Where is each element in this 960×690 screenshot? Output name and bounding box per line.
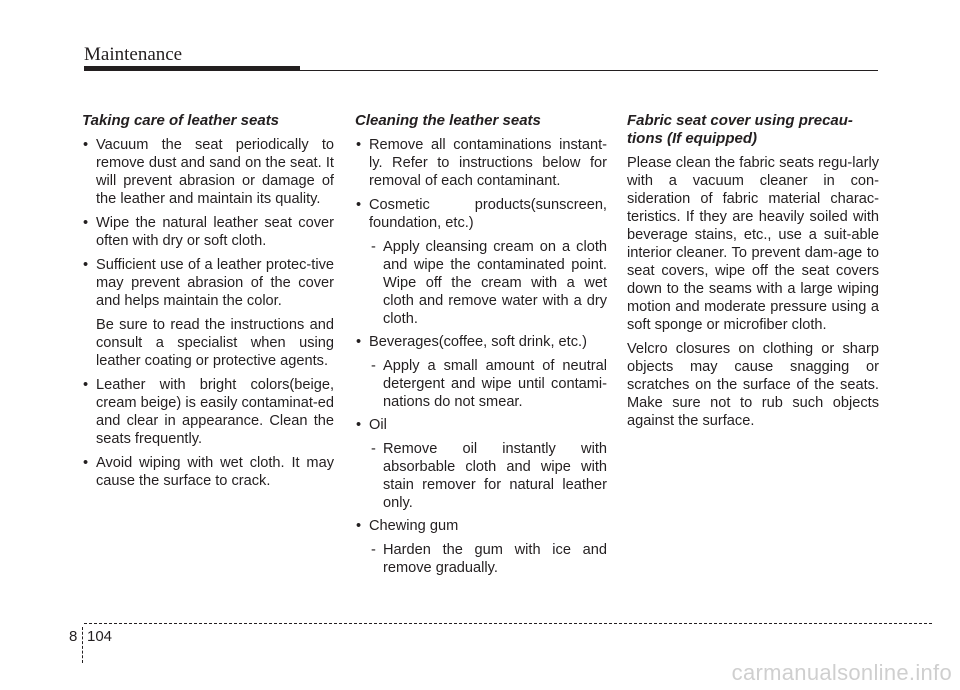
list-item: • Oil (355, 416, 607, 434)
list-item: • Leather with bright colors(beige, cream beige) is easily contaminat-ed and clear in appearance. Clean the seats frequently. (82, 376, 334, 448)
footer-dashed-rule (84, 623, 932, 624)
list-item: • Avoid wiping with wet cloth. It may cause the surface to crack. (82, 454, 334, 490)
sub-list-item: - Apply cleansing cream on a cloth and wipe the contaminated point. Wipe off the cream with a wet cloth and remove water with a dry cloth. (355, 238, 607, 328)
column-leather-care (82, 112, 334, 496)
column-fabric-seat (627, 112, 879, 436)
list-item-note: Be sure to read the instructions and consult a specialist when using leather coating or protective agents. (96, 317, 334, 369)
section-heading-leather-cleaning: Cleaning the leather seats (355, 112, 541, 129)
sub-list-item: - Remove oil instantly with absorbable cloth and wipe with stain remover for natural leather only. (355, 440, 607, 512)
list-item: • Cosmetic products(sunscreen, foundation, etc.) (355, 196, 607, 232)
section-heading-leather-care: Taking care of leather seats (82, 112, 280, 129)
list-item: • Vacuum the seat periodically to remove dust and sand on the seat. It will prevent abrasion or damage of the leather and maintain its quality. (82, 136, 334, 208)
paragraph: Please clean the fabric seats regu-larly with a vacuum cleaner in con-sideration of fabric material charac-teristics. If they are heavily soiled with beverage stains, etc., use a suit-able interior cleaner. To prevent dam-age to seat covers, wipe off the seat covers down to the seams with a large wiping motion and moderate pressure using a soft sponge or microfiber cloth. (627, 155, 879, 333)
sub-list-item: - Harden the gum with ice and remove gradually. (355, 541, 607, 577)
chapter-number: 8 (69, 628, 78, 645)
list-item: • Wipe the natural leather seat cover often with dry or soft cloth. (82, 214, 334, 250)
paragraph: Velcro closures on clothing or sharp objects may cause snagging or scratches on the surface of the seats. Make sure not to rub such objects against the surface. (627, 341, 879, 429)
watermark: carmanualsonline.info (731, 660, 952, 685)
column-leather-cleaning (355, 112, 607, 582)
header-rule-thin (300, 70, 878, 71)
footer-vertical-divider (82, 627, 83, 663)
header-rule-thick (84, 66, 300, 71)
list-item: • Chewing gum (355, 517, 607, 535)
page-number: 104 (87, 628, 113, 645)
page-header-title: Maintenance (84, 44, 183, 65)
list-item: • Sufficient use of a leather protec-tive may prevent abrasion of the cover and helps maintain the color. (82, 256, 334, 310)
sub-list-item: - Apply a small amount of neutral detergent and wipe until contami-nations do not smear. (355, 357, 607, 411)
list-item: • Beverages(coffee, soft drink, etc.) (355, 333, 607, 351)
section-heading-fabric-seat: Fabric seat cover using precau-tions (If equipped) (627, 112, 853, 147)
list-item: • Remove all contaminations instant-ly. Refer to instructions below for removal of each contaminant. (355, 136, 607, 190)
